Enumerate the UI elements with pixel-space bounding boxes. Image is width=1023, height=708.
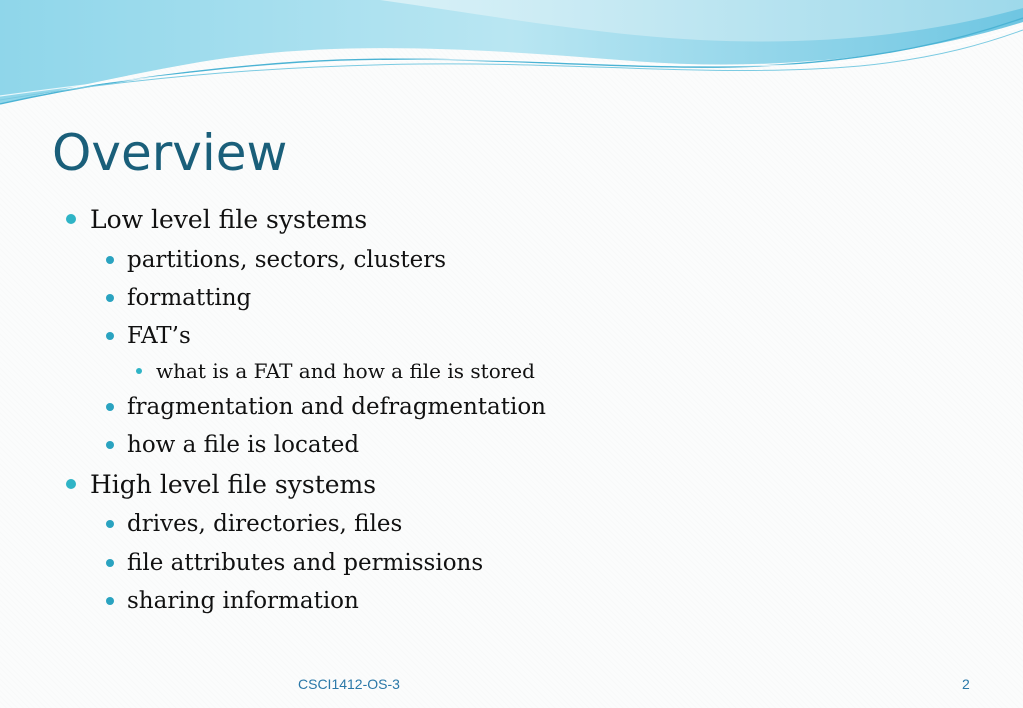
slide-title: Overview	[52, 124, 288, 182]
bullet-dot-icon	[106, 403, 114, 411]
bullet-dot-icon	[106, 559, 114, 567]
list-item-text: High level file systems	[90, 470, 377, 499]
list-item-text: FAT’s	[127, 323, 191, 349]
list-item-text: fragmentation and defragmentation	[127, 394, 546, 420]
list-item	[156, 359, 535, 383]
wave-decoration	[0, 0, 1023, 110]
page-number: 2	[962, 676, 970, 692]
list-item-text: Low level file systems	[90, 205, 368, 234]
list-item-text: what is a FAT and how a file is stored	[156, 359, 535, 383]
bullet-dot-icon	[106, 597, 114, 605]
bullet-dot-icon	[66, 479, 76, 489]
bullet-dot-icon	[106, 294, 114, 302]
list-item	[127, 549, 483, 577]
list-item-text: drives, directories, files	[127, 511, 403, 537]
bullet-dot-icon	[106, 332, 114, 340]
bullet-dot-icon	[106, 520, 114, 528]
bullet-dot-icon	[106, 256, 114, 264]
list-item	[127, 322, 191, 350]
list-item-text: sharing information	[127, 588, 359, 614]
list-item	[127, 284, 251, 312]
list-item	[127, 587, 359, 615]
bullet-dot-icon	[66, 214, 76, 224]
list-item	[90, 205, 367, 235]
list-item-text: how a file is located	[127, 432, 360, 458]
list-item-text: file attributes and permissions	[127, 550, 484, 576]
list-item	[127, 431, 359, 459]
list-item-text: partitions, sectors, clusters	[127, 247, 447, 273]
list-item	[127, 246, 446, 274]
bullet-dot-icon	[136, 368, 142, 374]
list-item-text: formatting	[127, 285, 252, 311]
list-item	[90, 470, 376, 500]
footer-course: CSCI1412-OS-3	[298, 676, 400, 692]
bullet-dot-icon	[106, 441, 114, 449]
list-item	[127, 393, 546, 421]
list-item	[127, 510, 402, 538]
